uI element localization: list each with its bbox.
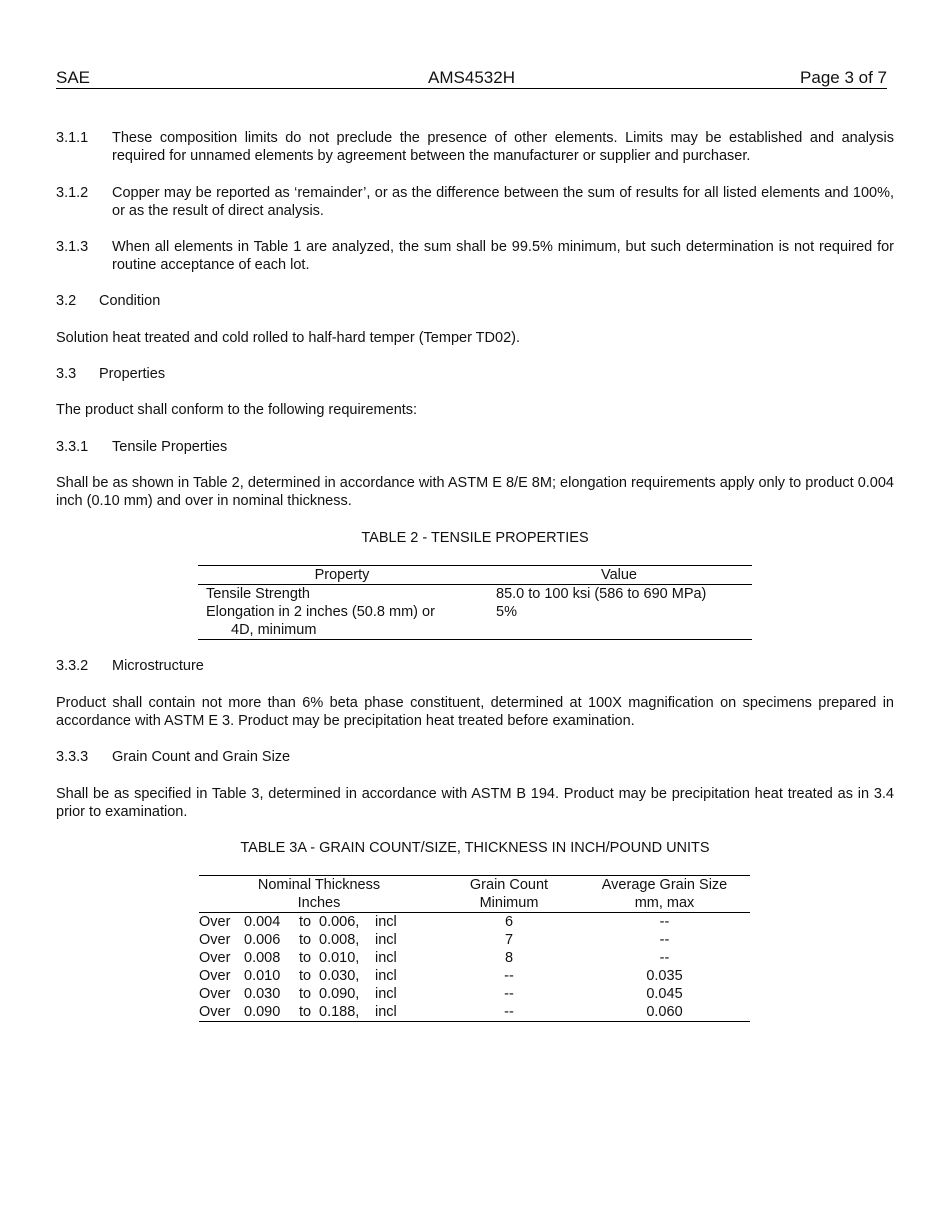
heading-3-3 [56,365,165,383]
table-cell-grain-count: 6 [504,914,514,930]
section-number: 3.3.2 [56,658,89,674]
table-row [199,949,750,967]
table-cell-value: 5% [496,604,517,620]
thickness-to: to [299,1004,312,1020]
section-title: Properties [99,366,166,382]
paragraph-tensile: Shall be as shown in Table 2, determined in accordance with ASTM E 8/E 8M; elongation requirements apply only to product 0.004 inch (0.10 mm) and over in nominal thickness. [56,475,894,509]
thickness-incl: incl [375,950,397,966]
section-3-1-1 [56,129,894,165]
thickness-over: Over [199,968,231,984]
table-header-grain-size: Average Grain Size [601,877,728,893]
thickness-incl: incl [375,914,397,930]
section-title: Microstructure [112,658,204,674]
table-cell-thickness [199,931,439,949]
table-header-property: Property [198,566,486,585]
table-cell-property: Tensile Strength [206,586,310,602]
section-number: 3.1.2 [56,185,89,201]
section-3-1-3 [56,238,894,274]
grain-count-size-table [199,875,750,1022]
section-text: Copper may be reported as ‘remainder’, or as the difference between the sum of results for all listed elements and 100%, or as the result of direct analysis. [112,185,894,219]
table-cell-grain-count: -- [504,1004,514,1020]
thickness-over: Over [199,986,231,1002]
thickness-incl: incl [375,932,397,948]
thickness-upto: 0.030, [319,968,360,984]
thickness-upto: 0.010, [319,950,360,966]
page-header [56,68,887,89]
table-cell-thickness [199,913,439,932]
heading-3-3-2 [56,657,204,675]
section-number: 3.1.1 [56,130,89,146]
table-cell-grain-count: -- [504,968,514,984]
table-row [199,967,750,985]
paragraph-properties: The product shall conform to the following requirements: [56,402,418,418]
section-3-1-2 [56,184,894,220]
header-doc-number: AMS4532H [428,68,515,87]
thickness-to: to [299,932,312,948]
section-title: Condition [99,293,161,309]
table-row [199,1003,750,1022]
section-number: 3.3 [56,366,77,382]
table-cell-grain-size: -- [659,950,670,966]
section-title: Tensile Properties [112,439,228,455]
paragraph-grain: Shall be as specified in Table 3, determined in accordance with ASTM B 194. Product may be precipitation heat treated as in 3.4 prior to examination. [56,786,894,820]
table-cell-thickness [199,1003,439,1022]
table-cell-thickness [199,967,439,985]
table-cell-grain-count: 7 [504,932,514,948]
section-text: When all elements in Table 1 are analyzed, the sum shall be 99.5% minimum, but such determination is not required for routine acceptance of each lot. [112,239,894,273]
property-line-1: Elongation in 2 inches (50.8 mm) or [206,604,435,620]
header-page-number: Page 3 of 7 [800,68,887,87]
table-row [198,585,752,604]
property-line-2: 4D, minimum [231,622,317,638]
thickness-from: 0.090 [244,1004,281,1020]
thickness-to: to [299,914,312,930]
thickness-from: 0.004 [244,914,281,930]
thickness-incl: incl [375,1004,397,1020]
heading-3-3-3 [56,748,290,766]
section-text: These composition limits do not preclude the presence of other elements. Limits may be established and analysis required for unnamed elements by agreement between the manufacturer or supplier and purchaser. [112,130,894,164]
thickness-to: to [299,950,312,966]
table-row [199,985,750,1003]
table-header-grain-count-unit: Minimum [439,894,579,913]
table-cell-grain-size: 0.060 [646,1004,683,1020]
table2-caption: TABLE 2 - TENSILE PROPERTIES [361,530,589,546]
thickness-over: Over [199,950,231,966]
section-number: 3.1.3 [56,239,89,255]
table-header-grain-size-unit: mm, max [579,894,750,913]
table-cell-thickness [199,985,439,1003]
table-header-thickness: Nominal Thickness [257,877,381,893]
thickness-from: 0.010 [244,968,281,984]
section-number: 3.3.1 [56,439,89,455]
thickness-from: 0.030 [244,986,281,1002]
table-header-grain-count: Grain Count [469,877,549,893]
table-cell-value: 85.0 to 100 ksi (586 to 690 MPa) [496,586,707,602]
table-row [199,931,750,949]
thickness-from: 0.008 [244,950,281,966]
paragraph-microstructure: Product shall contain not more than 6% beta phase constituent, determined at 100X magnification on specimens prepared in accordance with ASTM E 3. Product may be precipitation heat treated before examination. [56,695,894,729]
table-cell-property [198,603,486,640]
table-row [199,913,750,932]
thickness-upto: 0.090, [319,986,360,1002]
thickness-over: Over [199,932,231,948]
section-number: 3.2 [56,293,77,309]
thickness-over: Over [199,914,231,930]
table-cell-grain-count: 8 [504,950,514,966]
table-cell-grain-count: -- [504,986,514,1002]
thickness-upto: 0.008, [319,932,360,948]
thickness-from: 0.006 [244,932,281,948]
thickness-incl: incl [375,968,397,984]
table-cell-grain-size: -- [659,932,670,948]
table-cell-grain-size: 0.035 [646,968,683,984]
paragraph-condition: Solution heat treated and cold rolled to half-hard temper (Temper TD02). [56,330,520,346]
table-header-value: Value [486,566,752,585]
thickness-upto: 0.188, [319,1004,360,1020]
section-title: Grain Count and Grain Size [112,749,291,765]
thickness-to: to [299,986,312,1002]
section-number: 3.3.3 [56,749,89,765]
thickness-over: Over [199,1004,231,1020]
table-row [198,603,752,640]
table3a-caption: TABLE 3A - GRAIN COUNT/SIZE, THICKNESS IN INCH/POUND UNITS [240,840,710,856]
table-cell-grain-size: -- [659,914,670,930]
header-org: SAE [56,68,91,87]
thickness-to: to [299,968,312,984]
tensile-properties-table [198,565,752,640]
heading-3-2 [56,292,160,310]
heading-3-3-1 [56,438,227,456]
table-cell-grain-size: 0.045 [646,986,683,1002]
table-header-thickness-unit: Inches [199,894,439,913]
thickness-incl: incl [375,986,397,1002]
thickness-upto: 0.006, [319,914,360,930]
table-cell-thickness [199,949,439,967]
